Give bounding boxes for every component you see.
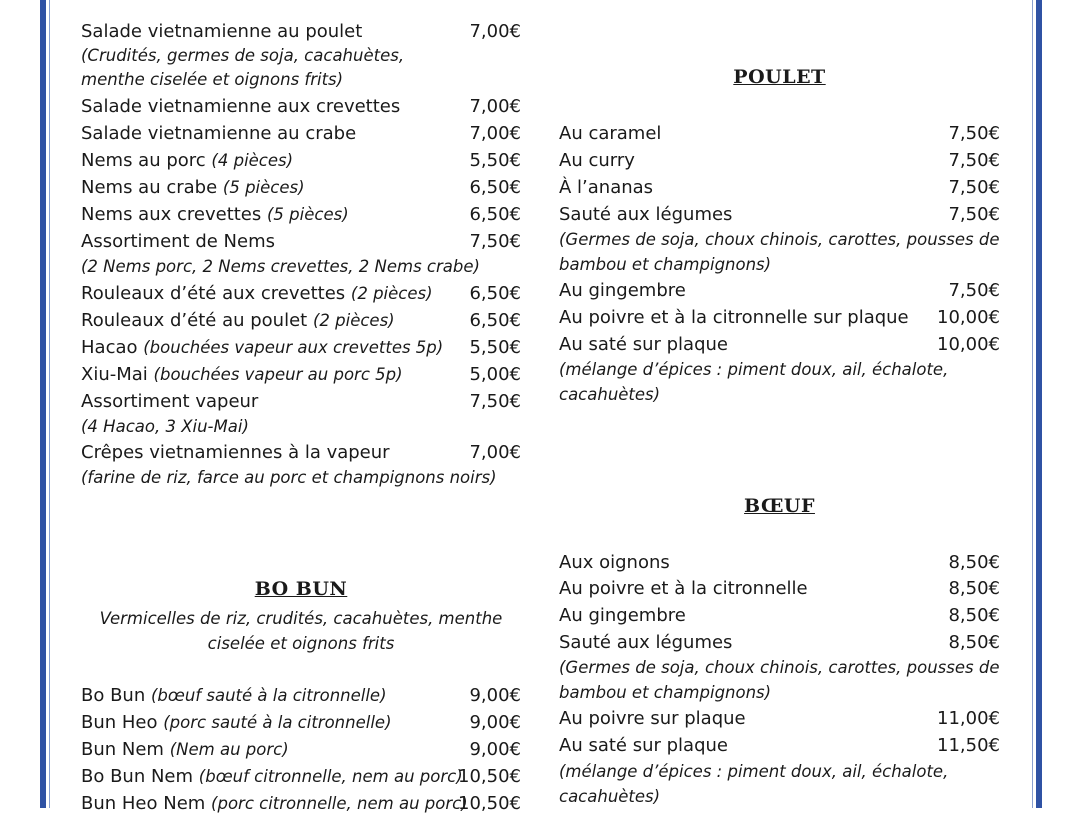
menu-item-name: Au saté sur plaque <box>559 735 728 756</box>
menu-item-name-line <box>81 737 289 763</box>
menu-item-price: 8,50€ <box>948 605 1000 626</box>
menu-item-note: (5 pièces) <box>267 205 349 224</box>
menu-item-name-line <box>81 710 392 736</box>
bobun-menu-item <box>81 737 521 763</box>
entrees-item-description: menthe ciselée et oignons frits) <box>81 70 344 89</box>
boeuf-item-description: bambou et champignons) <box>559 683 772 702</box>
entrees-menu-item <box>81 202 521 228</box>
menu-item-name: Xiu-Mai <box>81 364 148 385</box>
poulet-menu-item <box>559 121 1000 147</box>
menu-item-price: 9,00€ <box>469 739 521 760</box>
entrees-item-description: (4 Hacao, 3 Xiu-Mai) <box>81 417 249 436</box>
boeuf-item-description: cacahuètes) <box>559 787 661 806</box>
boeuf-menu-item <box>559 576 1000 602</box>
entrees-menu-item <box>81 362 521 388</box>
bobun-description-line-1: Vermicelles de riz, crudités, cacahuètes, menthe <box>99 609 503 628</box>
menu-item-name-line <box>81 148 293 174</box>
bobun-menu-item <box>81 710 521 736</box>
menu-item-price: 7,50€ <box>948 150 1000 171</box>
boeuf-item-description: (Germes de soja, choux chinois, carottes, pousses de <box>559 658 1000 677</box>
menu-item-note: (porc citronnelle, nem au porc) <box>211 794 468 813</box>
menu-item-name: Hacao <box>81 337 138 358</box>
menu-item-note: (5 pièces) <box>222 178 305 197</box>
menu-item-name: Au gingembre <box>559 280 686 301</box>
menu-item-note: (2 pièces) <box>312 311 395 330</box>
menu-item-price: 10,00€ <box>937 334 1000 355</box>
menu-item-price: 5,00€ <box>469 364 521 385</box>
menu-item-name-line <box>559 550 670 576</box>
menu-item-price: 7,50€ <box>948 177 1000 198</box>
menu-item-price: 8,50€ <box>948 552 1000 573</box>
menu-item-name: Au gingembre <box>559 605 686 626</box>
menu-item-name: Salade vietnamienne aux crevettes <box>81 96 401 117</box>
entrees-menu-item <box>81 148 521 174</box>
entrees-menu-item <box>81 175 521 201</box>
menu-item-price: 6,50€ <box>469 204 521 225</box>
bobun-description-line-2: ciselée et oignons frits <box>207 634 395 653</box>
menu-item-note: (bœuf citronnelle, nem au porc) <box>198 767 463 786</box>
poulet-item-description: cacahuètes) <box>559 385 661 404</box>
bobun-menu-item <box>81 791 521 817</box>
menu-item-name-line <box>559 305 909 331</box>
menu-item-name: Au poivre et à la citronnelle <box>559 578 808 599</box>
menu-item-note: (bouchées vapeur au porc 5p) <box>153 365 403 384</box>
menu-item-name: Au poivre et à la citronnelle sur plaque <box>559 307 909 328</box>
menu-item-name-line <box>81 281 433 307</box>
menu-item-name-line <box>81 19 362 45</box>
menu-item-name: À l’ananas <box>559 177 654 198</box>
poulet-menu-item <box>559 148 1000 174</box>
menu-item-price: 11,00€ <box>937 708 1000 729</box>
menu-item-name-line <box>81 791 468 817</box>
menu-item-name: Nems au porc <box>81 150 206 171</box>
menu-item-name-line <box>81 764 463 790</box>
poulet-menu-item <box>559 305 1000 331</box>
menu-item-price: 7,50€ <box>469 231 521 252</box>
menu-item-name-line <box>81 683 387 709</box>
menu-item-name: Nems au crabe <box>81 177 218 198</box>
menu-item-name-line <box>81 175 305 201</box>
menu-item-price: 8,50€ <box>948 632 1000 653</box>
menu-item-name-line <box>81 389 258 415</box>
entrees-item-description: (2 Nems porc, 2 Nems crevettes, 2 Nems crabe) <box>81 257 480 276</box>
boeuf-menu-item <box>559 630 1000 656</box>
entrees-menu-item <box>81 281 521 307</box>
menu-item-price: 7,00€ <box>469 21 521 42</box>
boeuf-section-title: BŒUF <box>744 495 815 517</box>
poulet-menu-item <box>559 175 1000 201</box>
poulet-menu-item <box>559 202 1000 228</box>
menu-item-name: Rouleaux d’été au poulet <box>81 310 308 331</box>
menu-item-name-line <box>81 94 400 120</box>
menu-item-price: 6,50€ <box>469 310 521 331</box>
menu-item-price: 8,50€ <box>948 578 1000 599</box>
bobun-section-title: BO BUN <box>254 578 348 600</box>
menu-item-price: 11,50€ <box>937 735 1000 756</box>
entrees-menu-item <box>81 440 521 466</box>
menu-item-price: 10,50€ <box>458 766 521 787</box>
menu-item-price: 7,00€ <box>469 123 521 144</box>
menu-item-price: 7,50€ <box>948 123 1000 144</box>
menu-item-price: 10,50€ <box>458 793 521 814</box>
menu-item-name: Bun Nem <box>81 739 164 760</box>
menu-item-name: Au curry <box>559 150 635 171</box>
menu-item-price: 7,00€ <box>469 96 521 117</box>
page-border-right <box>1036 0 1042 808</box>
menu-item-price: 7,50€ <box>948 280 1000 301</box>
menu-item-name: Nems aux crevettes <box>81 204 262 225</box>
menu-item-name: Crêpes vietnamiennes à la vapeur <box>81 442 390 463</box>
menu-item-name-line <box>81 121 356 147</box>
entrees-menu-item <box>81 19 521 45</box>
menu-item-name: Au saté sur plaque <box>559 334 728 355</box>
entrees-menu-item <box>81 94 521 120</box>
menu-item-note: (2 pièces) <box>350 284 433 303</box>
menu-item-name-line <box>559 121 661 147</box>
menu-item-price: 6,50€ <box>469 177 521 198</box>
menu-item-name-line <box>559 630 732 656</box>
menu-item-name-line <box>81 440 390 466</box>
poulet-menu-item <box>559 332 1000 358</box>
menu-item-name-line <box>559 202 732 228</box>
boeuf-item-description: (mélange d’épices : piment doux, ail, échalote, <box>559 762 949 781</box>
entrees-item-description: (farine de riz, farce au porc et champignons noirs) <box>81 468 497 487</box>
menu-item-price: 7,50€ <box>469 391 521 412</box>
menu-item-name-line <box>81 335 443 361</box>
bobun-menu-item <box>81 764 521 790</box>
menu-item-name-line <box>559 278 686 304</box>
menu-item-price: 10,00€ <box>937 307 1000 328</box>
boeuf-menu-item <box>559 603 1000 629</box>
menu-item-name-line <box>81 308 395 334</box>
boeuf-menu-item <box>559 550 1000 576</box>
poulet-menu-item <box>559 278 1000 304</box>
menu-item-price: 5,50€ <box>469 337 521 358</box>
menu-item-name-line <box>559 148 635 174</box>
menu-item-name: Bo Bun <box>81 685 146 706</box>
menu-item-name-line <box>559 332 728 358</box>
menu-item-name-line <box>559 175 653 201</box>
menu-item-name: Bun Heo <box>81 712 158 733</box>
menu-item-note: (bœuf sauté à la citronnelle) <box>150 686 387 705</box>
menu-item-name-line <box>81 202 349 228</box>
menu-item-price: 9,00€ <box>469 685 521 706</box>
menu-item-note: (Nem au porc) <box>169 740 289 759</box>
menu-item-note: (porc sauté à la citronnelle) <box>163 713 392 732</box>
poulet-item-description: (Germes de soja, choux chinois, carottes, pousses de <box>559 230 1000 249</box>
menu-item-note: (4 pièces) <box>211 151 294 170</box>
poulet-item-description: bambou et champignons) <box>559 255 772 274</box>
entrees-menu-item <box>81 121 521 147</box>
menu-item-name-line <box>81 229 275 255</box>
menu-item-name: Sauté aux légumes <box>559 632 733 653</box>
menu-item-price: 6,50€ <box>469 283 521 304</box>
page-border-left <box>40 0 46 808</box>
menu-item-name: Aux oignons <box>559 552 670 573</box>
menu-item-price: 5,50€ <box>469 150 521 171</box>
menu-item-name: Rouleaux d’été aux crevettes <box>81 283 346 304</box>
menu-item-note: (bouchées vapeur aux crevettes 5p) <box>143 338 444 357</box>
boeuf-menu-item <box>559 733 1000 759</box>
menu-item-name-line <box>81 362 403 388</box>
menu-item-name-line <box>559 706 746 732</box>
entrees-menu-item <box>81 308 521 334</box>
menu-item-name: Bo Bun Nem <box>81 766 194 787</box>
poulet-item-description: (mélange d’épices : piment doux, ail, échalote, <box>559 360 949 379</box>
entrees-menu-item <box>81 389 521 415</box>
menu-item-name: Assortiment de Nems <box>81 231 276 252</box>
menu-item-name: Au caramel <box>559 123 662 144</box>
menu-item-name: Sauté aux légumes <box>559 204 733 225</box>
menu-item-price: 7,50€ <box>948 204 1000 225</box>
poulet-section-title: POULET <box>733 66 826 88</box>
menu-item-price: 7,00€ <box>469 442 521 463</box>
menu-item-name-line <box>559 576 808 602</box>
menu-item-name: Salade vietnamienne au poulet <box>81 21 363 42</box>
menu-item-name: Salade vietnamienne au crabe <box>81 123 357 144</box>
menu-item-name: Bun Heo Nem <box>81 793 206 814</box>
entrees-menu-item <box>81 335 521 361</box>
boeuf-menu-item <box>559 706 1000 732</box>
bobun-menu-item <box>81 683 521 709</box>
entrees-item-description: (Crudités, germes de soja, cacahuètes, <box>81 46 405 65</box>
menu-item-name-line <box>559 733 728 759</box>
menu-item-name: Au poivre sur plaque <box>559 708 746 729</box>
menu-item-price: 9,00€ <box>469 712 521 733</box>
menu-item-name: Assortiment vapeur <box>81 391 259 412</box>
entrees-menu-item <box>81 229 521 255</box>
menu-item-name-line <box>559 603 686 629</box>
